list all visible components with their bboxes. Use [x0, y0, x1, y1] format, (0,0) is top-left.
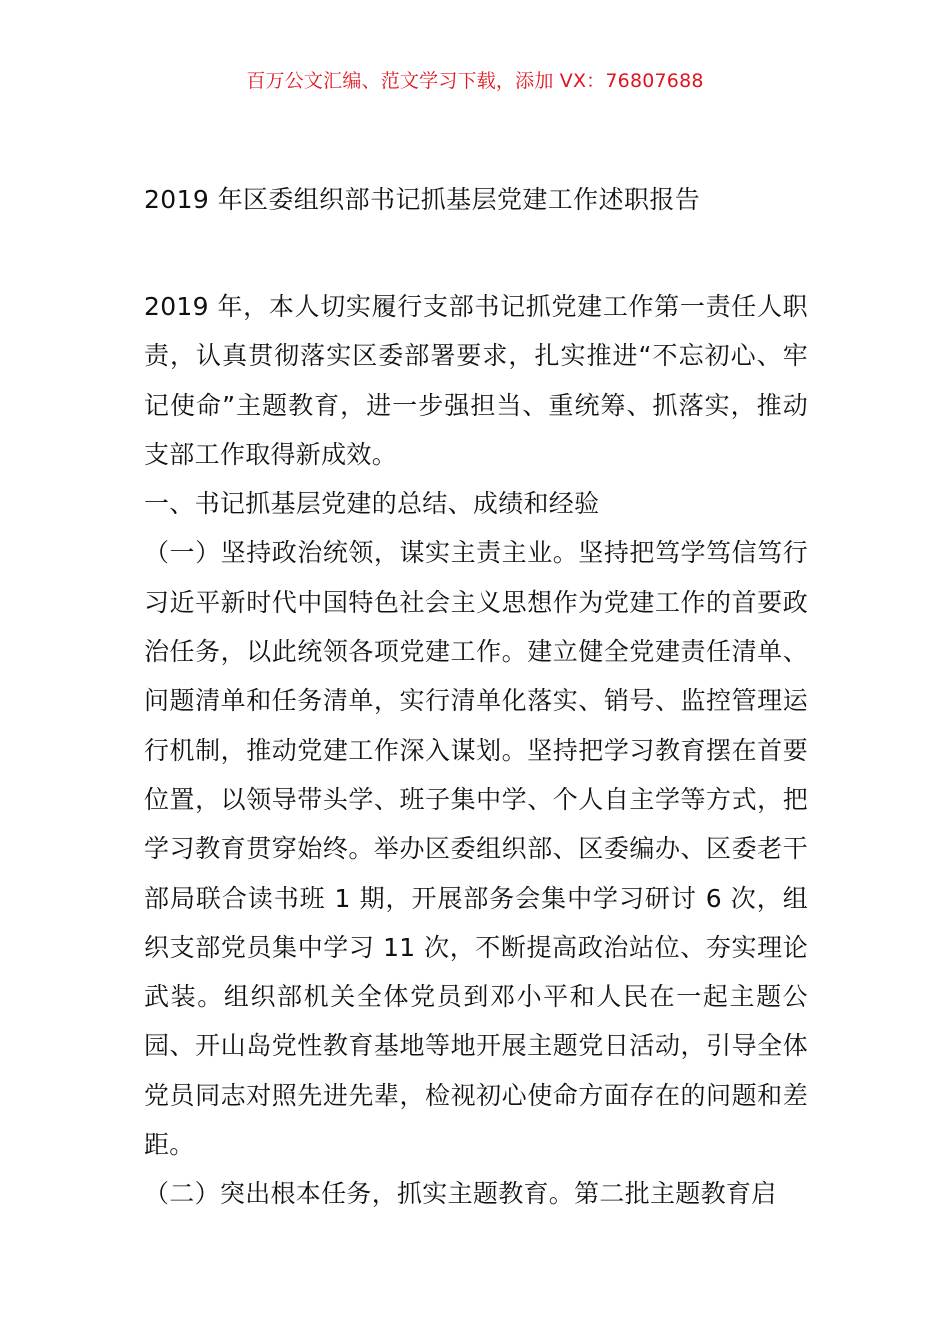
subsection-paragraph-1: （一）坚持政治统领，谋实主责主业。坚持把笃学笃信笃行习近平新时代中国特色社会主义思想作为党建工作的首要政治任务，以此统领各项党建工作。建立健全党建责任清单、问题清单和任务清单，实行清单化落实、销号、监控管理运行机制，推动党建工作深入谋划。坚持把学习教育摆在首要位置，以领导带头学、班子集中学、个人自主学等方式，把学习教育贯穿始终。举办区委组织部、区委编办、区委老干部局联合读书班 1 期，开展部务会集中学习研讨 6 次，组织支部党员集中学习 11 次，不断提高政治站位、夯实理论武装。组织部机关全体党员到邓小平和人民在一起主题公园、开山岛党性教育基地等地开展主题党日活动，引导全体党员同志对照先进先辈，检视初心使命方面存在的问题和差距。: [144, 538, 808, 1160]
intro-paragraph: 2019 年，本人切实履行支部书记抓党建工作第一责任人职责，认真贯彻落实区委部署要求，扎实推进“不忘初心、牢记使命”主题教育，进一步强担当、重统筹、抓落实，推动支部工作取得新成效。: [144, 292, 808, 469]
section-heading-1: 一、书记抓基层党建的总结、成绩和经验: [144, 489, 600, 519]
document-body: [144, 282, 808, 1219]
document-title: 2019 年区委组织部书记抓基层党建工作述职报告: [144, 185, 701, 214]
subsection-paragraph-2: （二）突出根本任务，抓实主题教育。第二批主题教育启: [144, 1179, 777, 1209]
header-watermark-note: 百万公文汇编、范文学习下载，添加 VX：76807688: [246, 70, 704, 92]
